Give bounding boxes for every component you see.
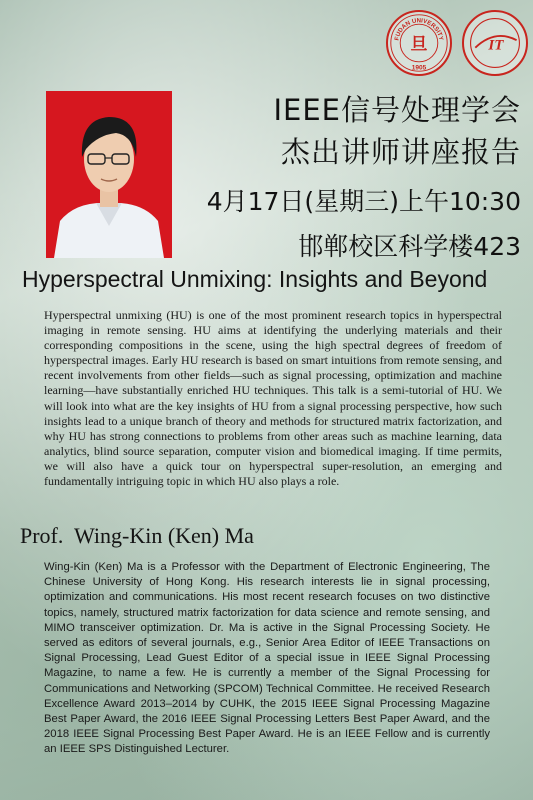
fudan-seal-icon (388, 12, 450, 74)
svg-text:旦: 旦 (410, 33, 428, 54)
event-location: 邯郸校区科学楼423 (298, 232, 521, 261)
it-institute-logo (462, 10, 528, 76)
speaker-bio: Wing-Kin (Ken) Ma is a Professor with the Department of Electronic Engineering, The Chinese University of Hong Kong. His research interests lie in signal processing, optimization and communications. His most recent research focuses on two distinctive topics, namely, structured matrix factorization for data science and remote sensing, and MIMO transceiver optimization. Dr. Ma is active in the Signal Processing Society. He served as editors of several journals, e.g., Senior Area Editor of IEEE Transactions on Signal Processing, Lead Guest Editor of a special issue in IEEE Signal Processing Magazine, to name a few. He is currently a member of the Signal Processing for Communications and Networking (SPCOM) Technical Committee. He received Research Excellence Award 2013–2014 by CUHK, the 2015 IEEE Signal Processing Magazine Best Paper Award, the 2016 IEEE Signal Processing Letters Best Paper Award, and the 2018 IEEE Signal Processing Best Paper Award. He is an IEEE Fellow and is currently an IEEE SPS Distinguished Lecturer. (44, 561, 490, 756)
it-logo-icon (464, 12, 526, 74)
speaker-portrait-icon (46, 91, 172, 258)
fudan-logo-year: 1905 (411, 64, 427, 72)
it-logo-text: IT (488, 37, 504, 54)
talk-title: Hyperspectral Unmixing: Insights and Beyond (22, 266, 488, 292)
talk-abstract: Hyperspectral unmixing (HU) is one of the most prominent research topics in hyperspectral imaging in remote sensing. HU aims at identifying the underlying materials and their corresponding compositions in the scene, using the high spectral degrees of freedom of hyperspectral images. Early HU research is based on smart intuitions from remote sensing, and recent involvements from other fields—such as signal processing, optimization and machine learning—have substantially enriched HU techniques. This talk is a semi-tutorial of HU. We will look into what are the key insights of HU from a signal processing perspective, how such insights lead to a unique branch of theory and methods for structured matrix factorization, and why HU has strong connections to problems from other areas such as machine learning, data analytics, blind source separation, computer vision and biomedical imaging. If time permits, we will also have a quick tour on hyperspectral super-resolution, an emerging and fundamentally intriguing topic in which HU also plays a role. (44, 308, 502, 489)
event-title-line2: 杰出讲师讲座报告 (280, 135, 521, 169)
speaker-name: Prof. Wing-Kin (Ken) Ma (20, 523, 254, 548)
speaker-photo (46, 91, 172, 258)
event-datetime: 4月17日(星期三)上午10:30 (206, 187, 521, 216)
fudan-logo-text: FUDAN UNIVERSITY (393, 17, 445, 42)
fudan-university-logo (386, 10, 452, 76)
event-title-line1: IEEE信号处理学会 (273, 93, 521, 127)
